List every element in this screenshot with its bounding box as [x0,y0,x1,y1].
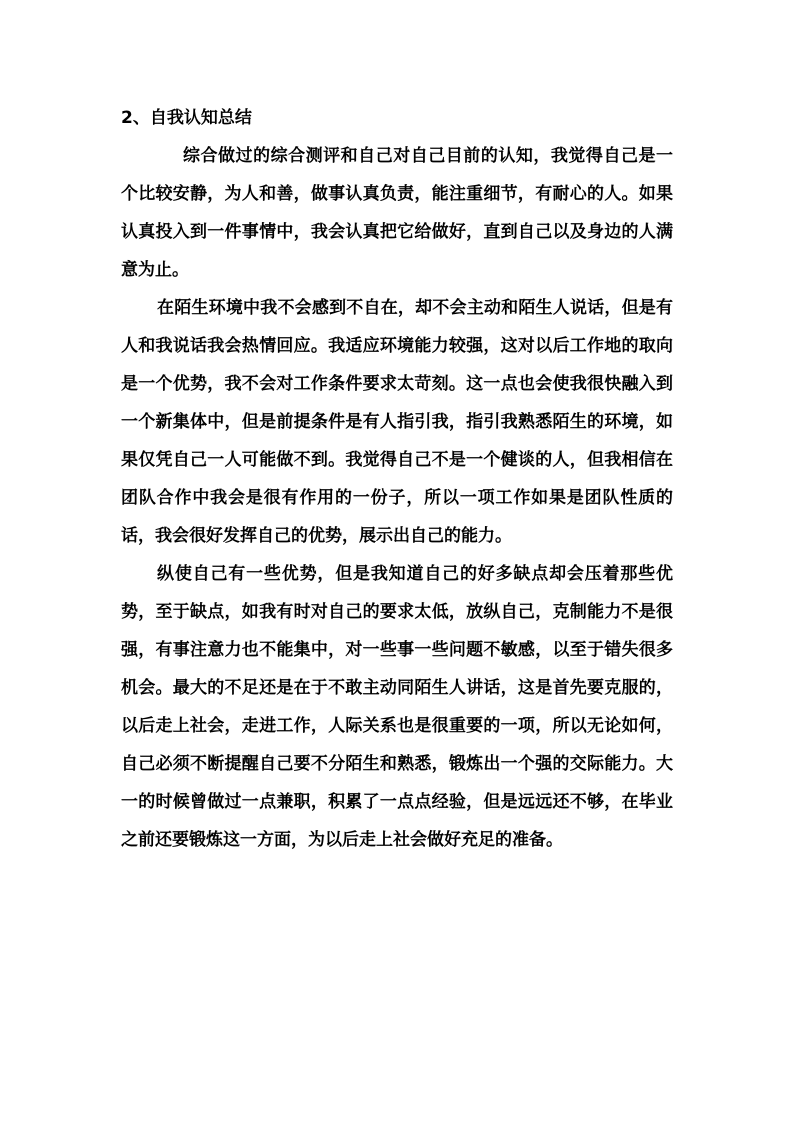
paragraph-self-assessment: 综合做过的综合测评和自己对自己目前的认知，我觉得自己是一个比较安静，为人和善，做事认真负责，能注重细节，有耐心的人。如果认真投入到一件事情中，我会认真把它给做好，直到自己以及身边的人满意为止。 [121,146,673,280]
paragraph-weaknesses: 纵使自己有一些优势，但是我知道自己的好多缺点却会压着那些优势，至于缺点，如我有时对自己的要求太低，放纵自己，克制能力不是很强，有事注意力也不能集中，对一些事一些问题不敏感，以至于错失很多机会。最大的不足还是在于不敢主动同陌生人讲话，这是首先要克服的，以后走上社会，走进工作，人际关系也是很重要的一项，所以无论如何，自己必须不断提醒自己要不分陌生和熟悉，锻炼出一个强的交际能力。大一的时候曾做过一点兼职，积累了一点点经验，但是远远还不够，在毕业之前还要锻炼这一方面，为以后走上社会做好充足的准备。 [121,564,673,850]
paragraph-adaptability: 在陌生环境中我不会感到不自在，却不会主动和陌生人说话，但是有人和我说话我会热情回应。我适应环境能力较强，这对以后工作地的取向是一个优势，我不会对工作条件要求太苛刻。这一点也会使我很快融入到一个新集体中，但是前提条件是有人指引我，指引我熟悉陌生的环境，如果仅凭自己一人可能做不到。我觉得自己不是一个健谈的人，但我相信在团队合作中我会是很有作用的一份子，所以一项工作如果是团队性质的话，我会很好发挥自己的优势，展示出自己的能力。 [121,298,673,546]
document-body [121,103,673,859]
section-heading: 2、自我认知总结 [121,108,252,128]
